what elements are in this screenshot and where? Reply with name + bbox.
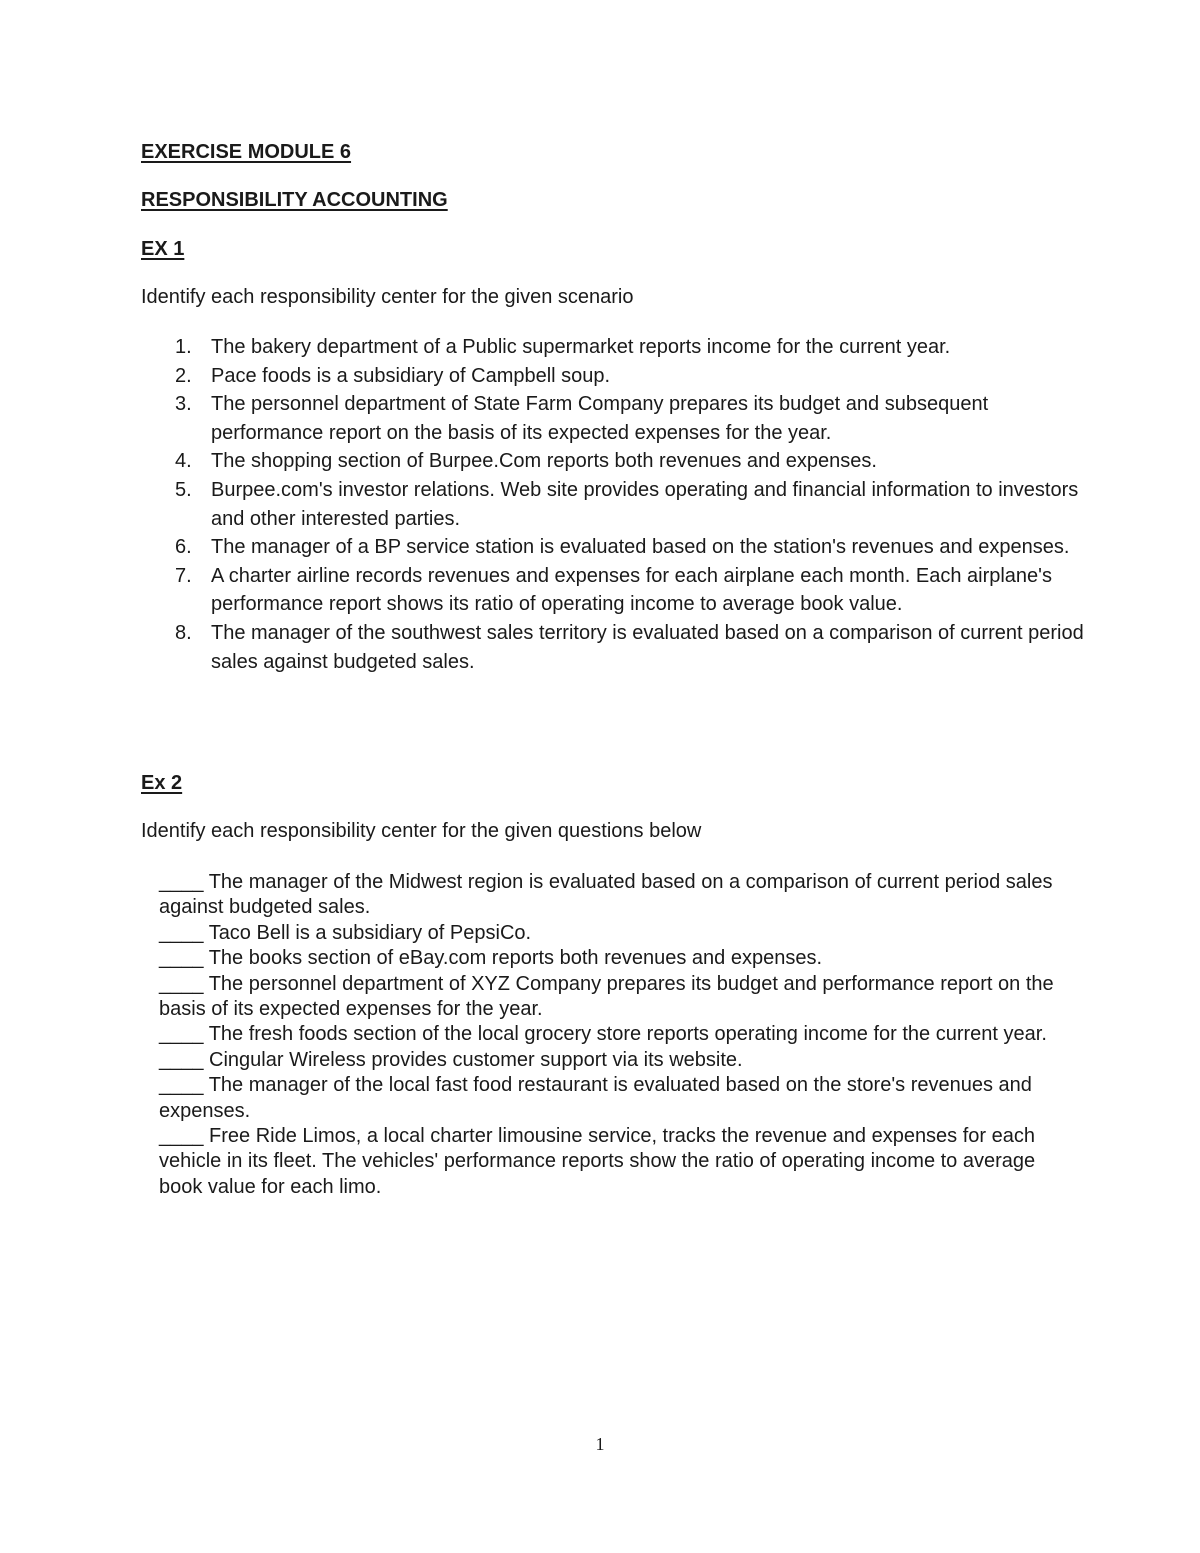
list-item: ____ Taco Bell is a subsidiary of PepsiCo.	[159, 921, 532, 944]
ex2-list	[159, 870, 1069, 1200]
item-number: 8.	[175, 621, 192, 644]
list-item	[141, 476, 1091, 533]
item-text: The personnel department of State Farm Company prepares its budget and subsequent performance report on the basis of its expected expenses for the year.	[211, 393, 989, 444]
item-text: The shopping section of Burpee.Com reports both revenues and expenses.	[211, 450, 877, 473]
item-text: A charter airline records revenues and expenses for each airplane each month. Each airplane's performance report shows its ratio of operating income to average book value.	[211, 564, 1052, 616]
item-number: 7.	[175, 564, 192, 587]
list-item: ____ The manager of the local fast food restaurant is evaluated based on the store's revenues and expenses.	[159, 1074, 1032, 1122]
page-number: 1	[595, 1434, 605, 1454]
item-text: The manager of a BP service station is evaluated based on the station's revenues and expenses.	[211, 536, 1070, 559]
list-item	[141, 362, 1091, 391]
list-item: ____ The fresh foods section of the local grocery store reports operating income for the current year.	[159, 1023, 1047, 1046]
item-text: Burpee.com's investor relations. Web site provides operating and financial information to investors and other interested parties.	[211, 478, 1079, 530]
list-item	[141, 533, 1091, 562]
item-number: 4.	[175, 450, 192, 473]
item-number: 1.	[175, 336, 192, 358]
list-item	[141, 390, 1091, 447]
ex1-heading: EX 1	[141, 238, 185, 260]
document-subtitle: RESPONSIBILITY ACCOUNTING	[141, 189, 448, 211]
ex2-heading: Ex 2	[141, 772, 183, 794]
ex2-instruction: Identify each responsibility center for the given questions below	[141, 820, 702, 842]
list-item: ____ Cingular Wireless provides customer support via its website.	[159, 1048, 743, 1071]
item-text: The bakery department of a Public supermarket reports income for the current year.	[211, 336, 951, 358]
item-text: Pace foods is a subsidiary of Campbell soup.	[211, 364, 611, 387]
list-item	[141, 619, 1091, 676]
item-number: 6.	[175, 536, 192, 559]
list-item	[141, 447, 1091, 476]
list-item: ____ The books section of eBay.com reports both revenues and expenses.	[159, 947, 823, 970]
item-number: 3.	[175, 393, 192, 416]
list-item	[141, 562, 1091, 619]
list-item: ____ The personnel department of XYZ Company prepares its budget and performance report on the basis of its expected expenses for the year.	[159, 972, 1054, 1021]
item-number: 5.	[175, 478, 192, 501]
item-text: The manager of the southwest sales territory is evaluated based on a comparison of current period sales against budgeted sales.	[211, 621, 1084, 673]
list-item: ____ Free Ride Limos, a local charter limousine service, tracks the revenue and expenses for each vehicle in its fleet. The vehicles' performance reports show the ratio of operating income to average book value for each limo.	[159, 1125, 1036, 1198]
document-title: EXERCISE MODULE 6	[141, 141, 352, 163]
ex1-list	[141, 333, 1091, 676]
list-item	[141, 333, 1091, 362]
ex1-instruction: Identify each responsibility center for the given scenario	[141, 286, 634, 308]
item-number: 2.	[175, 364, 192, 387]
list-item: ____ The manager of the Midwest region is evaluated based on a comparison of current period sales against budgeted sales.	[159, 871, 1053, 919]
